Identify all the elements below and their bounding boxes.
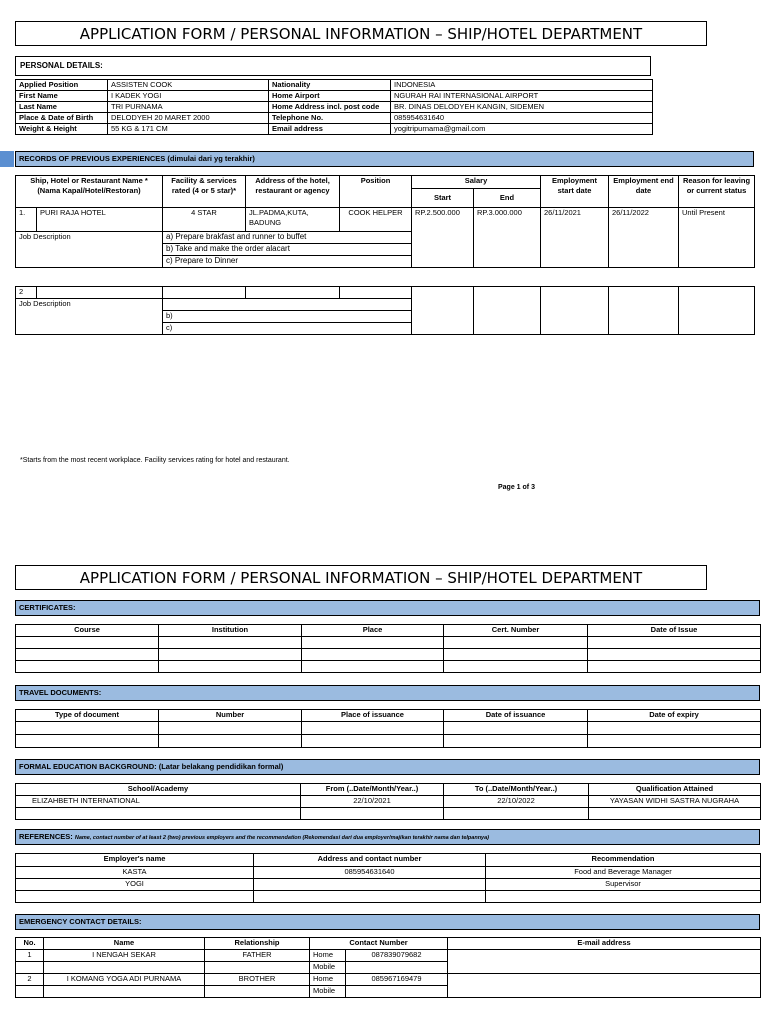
travel-col-number: Number [159,710,302,722]
edu-col-qual: Qualification Attained [589,784,761,796]
emg2-home: 085967169479 [346,974,448,986]
emg1-no: 1 [16,950,44,962]
cert-col-course: Course [16,625,159,637]
value-weight-height: 55 KG & 171 CM [108,124,269,135]
value-email: yogitripurnama@gmail.com [391,124,653,135]
label-nationality: Nationality [269,80,391,91]
emg2-no: 2 [16,974,44,986]
ref2-rec: Supervisor [486,879,761,891]
travel-col-issue: Date of issuance [444,710,588,722]
ref2-contact [254,879,486,891]
travel-col-type: Type of document [16,710,159,722]
entry1-position: COOK HELPER [340,208,412,232]
value-applied-position: ASSISTEN COOK [108,80,269,91]
edu-col-to: To (..Date/Month/Year..) [444,784,589,796]
label-telephone: Telephone No. [269,113,391,124]
value-home-address: BR. DINAS DELODYEH KANGIN, SIDEMEN [391,102,653,113]
label-weight-height: Weight & Height [16,124,108,135]
travel-col-place: Place of issuance [302,710,444,722]
references-note: Name, contact number of at least 2 (two) previous employers and the recommendation (Rekomendasi dari dua employer/majikan terakhir nama dan telpannya) [74,835,489,841]
section-marker [0,151,14,167]
emg1-name: I NENGAH SEKAR [44,950,205,962]
references-title: REFERENCES: [19,832,73,841]
form-title-page2: APPLICATION FORM / PERSONAL INFORMATION – SHIP/HOTEL DEPARTMENT [15,565,707,590]
col-salary-start: Start [412,189,474,208]
ref1-rec: Food and Beverage Manager [486,867,761,879]
entry1-facility: 4 STAR [163,208,246,232]
label-birth: Place & Date of Birth [16,113,108,124]
ref-col-contact: Address and contact number [254,854,486,867]
emg-col-contact: Contact Number [310,938,448,950]
ref-col-rec: Recommendation [486,854,761,867]
emg1-rel: FATHER [205,950,310,962]
col-name-local: (Nama Kapal/Hotel/Restoran) [37,186,141,195]
entry1-emp-start: 26/11/2021 [541,208,609,268]
label-last-name: Last Name [16,102,108,113]
entry2-no: 2 [16,287,37,299]
label-home-airport: Home Airport [269,91,391,102]
entry1-salary-end: RP.3.000.000 [474,208,541,268]
entry1-emp-end: 26/11/2022 [609,208,679,268]
experience-table [15,175,755,268]
col-address: Address of the hotel, restaurant or agency [246,176,340,208]
entry1-duty-b: b) Take and make the order alacart [163,244,412,256]
emg2-name: I KOMANG YOGA ADI PURNAMA [44,974,205,986]
value-last-name: TRI PURNAMA [108,102,269,113]
page-number: Page 1 of 3 [498,484,535,491]
emg2-rel: BROTHER [205,974,310,986]
ref-col-employer: Employer's name [16,854,254,867]
value-first-name: I KADEK YOGI [108,91,269,102]
col-reason: Reason for leaving or current status [679,176,755,208]
ref1-contact: 085954631640 [254,867,486,879]
emg2-mobile-label: Mobile [310,986,346,998]
education-header: FORMAL EDUCATION BACKGROUND: (Latar belakang pendidikan formal) [15,759,760,775]
experience-footnote: *Starts from the most recent workplace. Facility services rating for hotel and restaurant. [20,457,290,464]
value-telephone: 085954631640 [391,113,653,124]
entry1-reason: Until Present [679,208,755,268]
form-title-page1: APPLICATION FORM / PERSONAL INFORMATION – SHIP/HOTEL DEPARTMENT [15,21,707,46]
emg-col-email: E-mail address [448,938,761,950]
edu-school: ELIZAHBETH INTERNATIONAL [16,796,301,808]
education-table [15,783,761,820]
cert-col-place: Place [302,625,444,637]
label-email: Email address [269,124,391,135]
certificates-table [15,624,761,673]
label-first-name: First Name [16,91,108,102]
ref1-name: KASTA [16,867,254,879]
emergency-table [15,937,761,998]
travel-header: TRAVEL DOCUMENTS: [15,685,760,701]
entry1-duty-a: a) Prepare brakfast and runner to buffet [163,232,412,244]
edu-from: 22/10/2021 [301,796,444,808]
experience-table-entry2 [15,286,755,335]
cert-col-institution: Institution [159,625,302,637]
value-nationality: INDONESIA [391,80,653,91]
edu-qual: YAYASAN WIDHI SASTRA NUGRAHA [589,796,761,808]
personal-details-table [15,79,653,135]
col-emp-start: Employment start date [541,176,609,208]
travel-col-expiry: Date of expiry [588,710,761,722]
entry1-no: 1. [16,208,37,232]
edu-col-from: From (..Date/Month/Year..) [301,784,444,796]
col-emp-end: Employment end date [609,176,679,208]
emg-col-name: Name [44,938,205,950]
entry1-duty-c: c) Prepare to Dinner [163,256,412,268]
edu-to: 22/10/2022 [444,796,589,808]
entry2-duty-c: c) [163,323,412,335]
col-salary: Salary [412,176,541,189]
edu-col-school: School/Academy [16,784,301,796]
value-home-airport: NGURAH RAI INTERNASIONAL AIRPORT [391,91,653,102]
travel-table [15,709,761,748]
cert-col-date: Date of Issue [588,625,761,637]
emg2-home-label: Home [310,974,346,986]
references-table [15,853,761,903]
emg1-mobile-label: Mobile [310,962,346,974]
entry1-salary-start: RP.2.500.000 [412,208,474,268]
entry2-duty-b: b) [163,311,412,323]
emg1-home: 087839079682 [346,950,448,962]
value-birth: DELODYEH 20 MARET 2000 [108,113,269,124]
experience-header: RECORDS OF PREVIOUS EXPERIENCES (dimulai dari yg terakhir) [15,151,754,167]
col-facility: Facility & services rated (4 or 5 star)* [163,176,246,208]
certificates-header: CERTIFICATES: [15,600,760,616]
col-salary-end: End [474,189,541,208]
entry1-address: JL.PADMA,KUTA, BADUNG [246,208,340,232]
ref2-name: YOGI [16,879,254,891]
cert-col-number: Cert. Number [444,625,588,637]
label-home-address: Home Address incl. post code [269,102,391,113]
emergency-header: EMERGENCY CONTACT DETAILS: [15,914,760,930]
emg-col-no: No. [16,938,44,950]
personal-details-header: PERSONAL DETAILS: [15,56,651,76]
emg-col-rel: Relationship [205,938,310,950]
emg1-home-label: Home [310,950,346,962]
entry1-name: PURI RAJA HOTEL [37,208,163,232]
entry1-job-label: Job Description [19,232,71,241]
references-header [15,829,760,845]
col-name: Ship, Hotel or Restaurant Name * [30,176,148,185]
col-position: Position [340,176,412,208]
entry2-job-label: Job Description [19,299,71,308]
label-applied-position: Applied Position [16,80,108,91]
